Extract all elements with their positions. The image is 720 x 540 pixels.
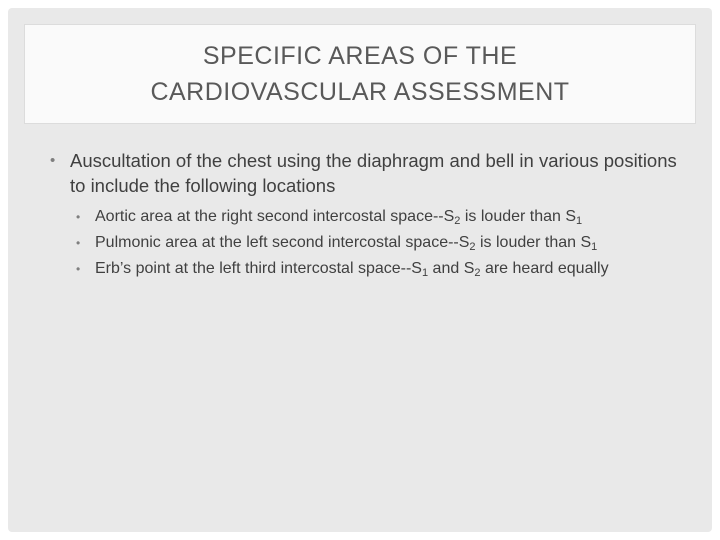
subscript: 2 <box>454 215 461 227</box>
slide-title-line-2: CARDIOVASCULAR ASSESSMENT <box>150 78 570 106</box>
subscript: 1 <box>421 267 429 279</box>
bullet-dot-icon: • <box>76 210 81 224</box>
slide <box>8 8 712 532</box>
sub-bullet-text: and S <box>428 260 475 277</box>
sub-bullet-text: is louder than S <box>460 208 577 225</box>
title-box <box>24 24 696 124</box>
subscript: 1 <box>576 215 583 227</box>
sub-bullet-text: Pulmonic area at the left second intercostal space--S <box>95 234 470 251</box>
bullet-dot-icon: • <box>76 262 81 276</box>
sub-bullet-aortic <box>50 206 690 228</box>
subscript: 2 <box>469 241 476 253</box>
slide-title-line-1: SPECIFIC AREAS OF THE <box>202 42 518 70</box>
sub-bullet-erbs-point <box>50 258 690 280</box>
sub-bullet-pulmonic <box>50 232 690 254</box>
main-bullet-text: Auscultation of the chest using the diaphragm and bell in various positions to include the following locations <box>70 150 677 196</box>
sub-bullet-text: is louder than S <box>475 234 592 251</box>
slide-content <box>50 148 690 284</box>
sub-bullet-text: Erb’s point at the left third intercostal space--S <box>95 260 422 277</box>
subscript: 2 <box>474 267 481 279</box>
sub-bullet-list <box>50 206 690 280</box>
sub-bullet-text: are heard equally <box>480 260 609 277</box>
subscript: 1 <box>591 241 598 253</box>
main-bullet <box>50 148 690 198</box>
bullet-dot-icon: • <box>76 236 81 250</box>
bullet-dot-icon: • <box>50 152 56 169</box>
sub-bullet-text: Aortic area at the right second intercostal space--S <box>95 208 455 225</box>
